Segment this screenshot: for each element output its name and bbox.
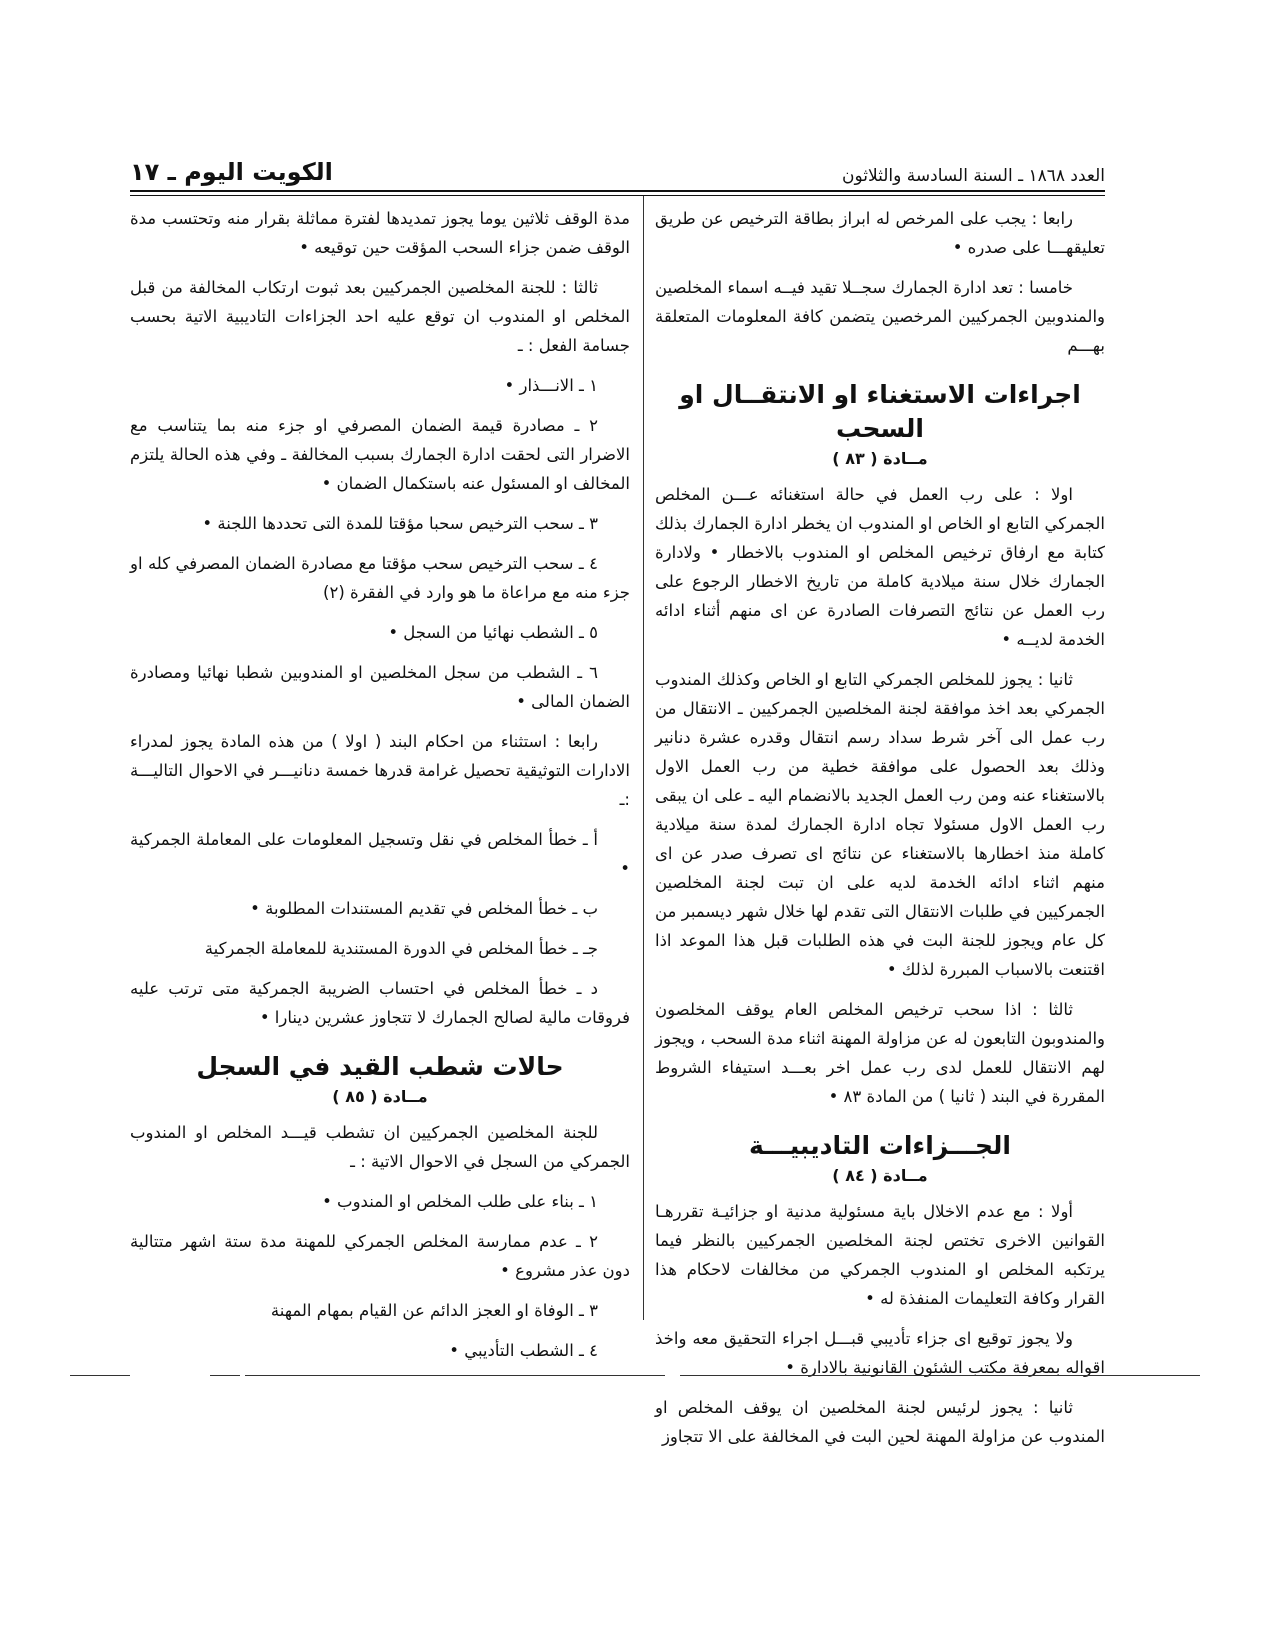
list-item: ٦ ـ الشطب من سجل المخلصين او المندوبين شطبا نهائيا ومصادرة الضمان المالى • (130, 663, 630, 711)
footer-rule-segment (210, 1375, 240, 1376)
list-item: ٣ ـ سحب الترخيص سحبا مؤقتا للمدة التى تحددها اللجنة • (202, 514, 598, 533)
list-item: د ـ خطأ المخلص في احتساب الضريبة الجمركية متى ترتب عليه فروقات مالية لصالح الجمارك لا تتجاوز عشرين دينارا • (130, 979, 630, 1027)
footer-rule-segment (680, 1375, 1200, 1376)
section-title: حالات شطب القيد في السجل (196, 1052, 564, 1081)
list-item: ٢ ـ عدم ممارسة المخلص الجمركي للمهنة مدة ستة اشهر متتالية دون عذر مشروع • (130, 1232, 630, 1280)
paragraph: ثانيا : يجوز لرئيس لجنة المخلصين ان يوقف المخلص او المندوب عن مزاولة المهنة لحين البت في المخالفة على الا تتجاوز (655, 1398, 1105, 1446)
list-item: أ ـ خطأ المخلص في نقل وتسجيل المعلومات على المعاملة الجمركية • (130, 830, 630, 878)
paragraph: ولا يجوز توقيع اى جزاء تأديبي قبـــل اجراء التحقيق معه واخذ اقواله بمعرفة مكتب الشئون القانونية بالادارة • (655, 1329, 1105, 1377)
footer-rules (70, 1375, 1105, 1381)
footer-rule-segment (245, 1375, 665, 1376)
issue-info: العدد ١٨٦٨ ـ السنة السادسة والثلاثون (841, 166, 1105, 186)
list-item: ٢ ـ مصادرة قيمة الضمان المصرفي او جزء منه بما يتناسب مع الاضرار التى لحقت ادارة الجمارك بسبب المخالفة ـ وفي هذه الحالة يلتزم المخالف او المسئول عنه باستكمال الضمان • (130, 416, 630, 493)
list-item: ١ ـ الانـــذار • (504, 376, 598, 395)
article-number: مــادة ( ٨٤ ) (832, 1166, 928, 1185)
paragraph: خامسا : تعد ادارة الجمارك سجــلا تقيد فيــه اسماء المخلصين والمندوبين الجمركيين المرخصين يتضمن كافة المعلومات المتعلقة بهـــم (655, 278, 1105, 355)
paragraph: ثانيا : يجوز للمخلص الجمركي التابع او الخاص وكذلك المندوب الجمركي بعد اخذ موافقة لجنة المخلصين الجمركيين ـ الانتقال من رب عمل الى آخر شرط سداد رسم انتقال وقدره عشرة دنانير وذلك بعد الحصول على موافقة خطية من رب العمل الاول بالاستغناء عنه ومن رب العمل الجديد بالانضمام اليه ـ على ان يبقى رب العمل الاول مسئولا تجاه ادارة الجمارك لمدة سنة ميلادية كاملة منذ اخطارها بالاستغناء عن نتائج اى تصرف صدر عن اى منهم اثناء ادائه الخدمة لديه على ان تبت لجنة المخلصين الجمركيين في طلبات الانتقال التى تقدم لها خلال شهر ديسمبر من كل عام ويجوز للجنة البت في هذه الطلبات قبل هذا الموعد اذا اقتنعت بالاسباب المبررة لذلك • (655, 670, 1105, 979)
list-item: ٤ ـ الشطب التأديبي • (449, 1341, 598, 1360)
article-number: مــادة ( ٨٣ ) (832, 449, 928, 468)
paragraph: اولا : على رب العمل في حالة استغنائه عـــن المخلص الجمركي التابع او الخاص او المندوب ان يخطر ادارة الجمارك بذلك كتابة مع ارفاق ترخيص المخلص او المندوب بالاخطار • ولادارة الجمارك خلال سنة ميلادية كاملة من تاريخ الاخطار الرجوع على رب العمل عن نتائج التصرفات الصادرة عن اى منهم أثناء ادائه الخدمة لديــه • (655, 485, 1105, 649)
list-item: ٤ ـ سحب الترخيص سحب مؤقتا مع مصادرة الضمان المصرفي كله او جزء منه مع مراعاة ما هو وارد في الفقرة (٢) (130, 554, 630, 602)
paragraph: رابعا : يجب على المرخص له ابراز بطاقة الترخيص عن طريق تعليقهـــا على صدره • (655, 209, 1105, 257)
page-header (130, 150, 1105, 186)
header-rule (130, 190, 1105, 196)
list-item: ب ـ خطأ المخلص في تقديم المستندات المطلوبة • (250, 899, 598, 918)
newspaper-title: الكويت اليوم ـ ١٧ (130, 158, 333, 186)
list-item: جـ ـ خطأ المخلص في الدورة المستندية للمعاملة الجمركية (204, 939, 598, 958)
section-title: اجراءات الاستغناء او الانتقــال او السحب (679, 380, 1081, 443)
right-column (655, 204, 1105, 1462)
section-title: الجـــزاءات التاديبيـــة (749, 1131, 1011, 1160)
paragraph: للجنة المخلصين الجمركيين ان تشطب قيـــد المخلص او المندوب الجمركي من السجل في الاحوال الاتية : ـ (130, 1123, 630, 1171)
paragraph: ثالثا : للجنة المخلصين الجمركيين بعد ثبوت ارتكاب المخالفة من قبل المخلص او المندوب ان توقع عليه احد الجزاءات التاديبية الاتية بحسب جسامة الفعل : ـ (130, 278, 630, 355)
list-item: ١ ـ بناء على طلب المخلص او المندوب • (322, 1192, 598, 1211)
column-divider (643, 196, 644, 1320)
list-item: ٥ ـ الشطب نهائيا من السجل • (388, 623, 598, 642)
list-item: ٣ ـ الوفاة او العجز الدائم عن القيام بمهام المهنة (270, 1301, 598, 1320)
paragraph: رابعا : استثناء من احكام البند ( اولا ) من هذه المادة يجوز لمدراء الادارات التوثيقية تحصيل غرامة قدرها خمسة دنانيـــر في الاحوال التاليـــة :ـ (130, 732, 630, 809)
paragraph: مدة الوقف ثلاثين يوما يجوز تمديدها لفترة مماثلة بقرار منه وتحتسب مدة الوقف ضمن جزاء السحب المؤقت حين توقيعه • (130, 209, 630, 257)
paragraph: ثالثا : اذا سحب ترخيص المخلص العام يوقف المخلصون والمندوبون التابعون له عن مزاولة المهنة اثناء مدة السحب ، ويجوز لهم الانتقال للعمل لدى رب عمل اخر بعـــد استيفاء الشروط المقررة في البند ( ثانيا ) من المادة ٨٣ • (655, 1000, 1105, 1106)
left-column (130, 204, 630, 1376)
footer-rule-segment (70, 1375, 130, 1376)
article-number: مــادة ( ٨٥ ) (332, 1087, 428, 1106)
paragraph: أولا : مع عدم الاخلال باية مسئولية مدنية او جزائيـة تقررهـا القوانين الاخرى تختص لجنة المخلصين الجمركيين بالنظر فيما يرتكبه المخلص او المندوب الجمركي من مخالفات لاحكام هذا القرار وكافة التعليمات المنفذة له • (655, 1202, 1105, 1308)
